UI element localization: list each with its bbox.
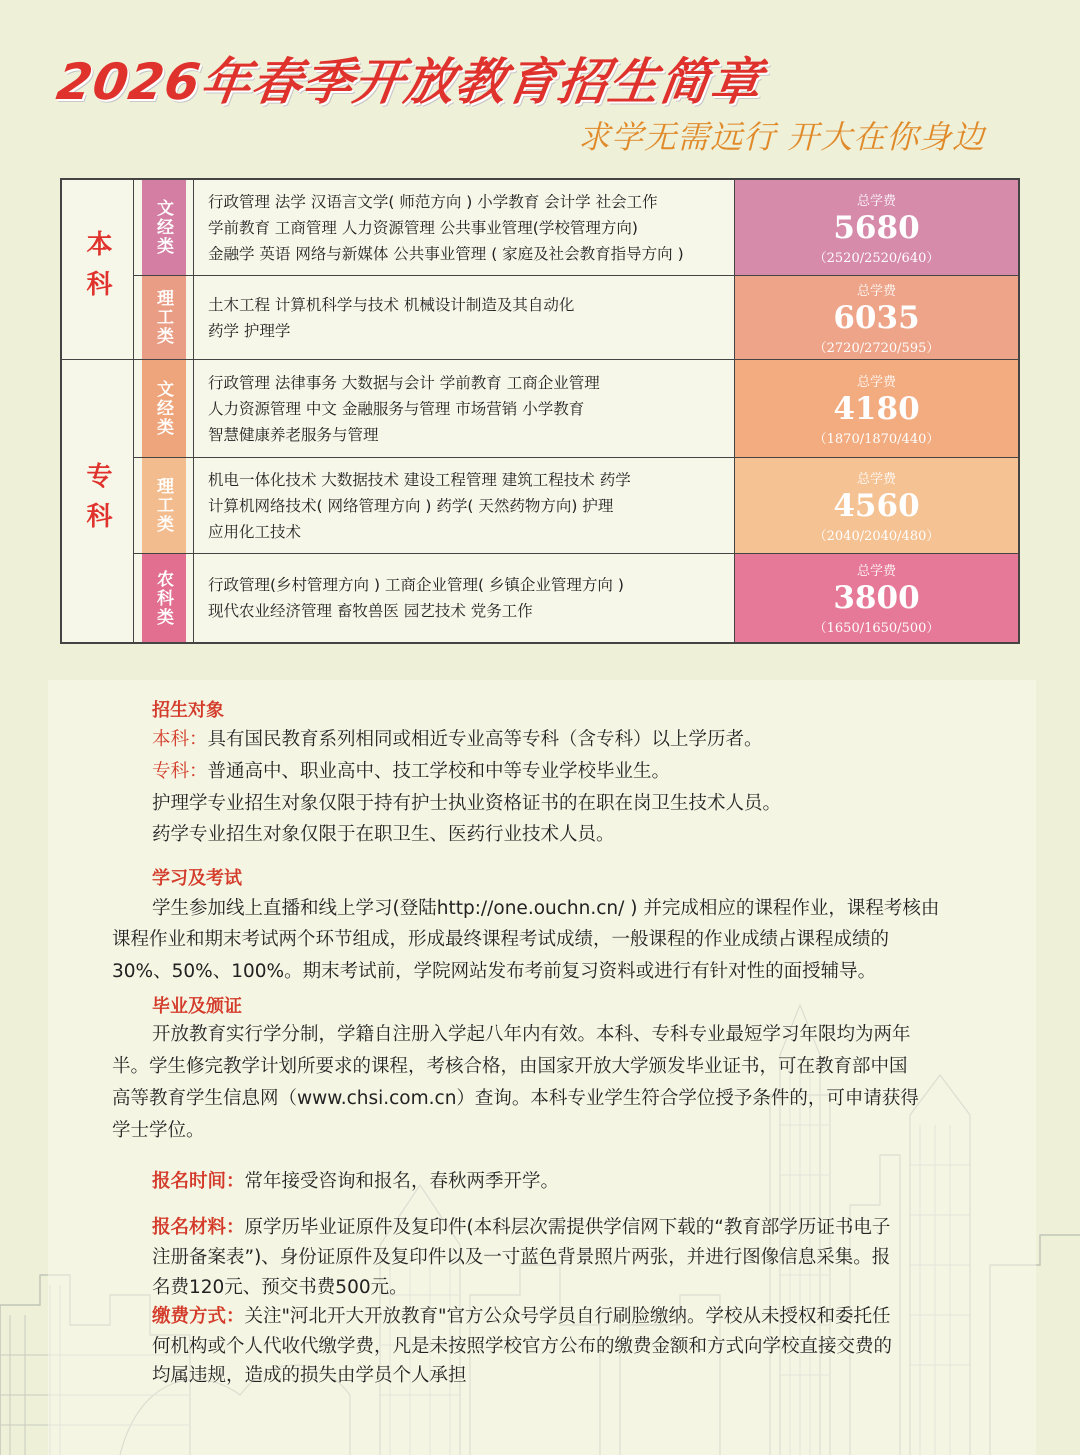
- page-title: 2026年春季开放教育招生简章: [53, 53, 766, 111]
- payment-line: 缴费方式：关注"河北开大开放教育"官方公众号学员自行刷脸缴纳。学校从未授权和委托任: [152, 1306, 891, 1327]
- majors-line: 行政管理(乡村管理方向 ) 工商企业管理( 乡镇企业管理方向 ): [208, 576, 624, 594]
- fee-amount: 4180: [833, 390, 920, 427]
- fee-label: 总学费: [856, 374, 896, 390]
- majors-line: 应用化工技术: [208, 522, 302, 541]
- level-label: 专科: [82, 462, 112, 542]
- majors-line: 人力资源管理 中文 金融服务与管理 市场营销 小学教育: [208, 399, 585, 418]
- table-row: [134, 554, 1018, 642]
- majors-line: 现代农业经济管理 畜牧兽医 园艺技术 党务工作: [208, 602, 533, 620]
- target-note-nursing: 护理学专业招生对象仅限于持有护士执业资格证书的在职在岗卫生技术人员。: [152, 793, 782, 814]
- materials-line: 注册备案表”)、身份证原件及复印件以及一寸蓝色背景照片两张，并进行图像信息采集。报: [152, 1247, 891, 1268]
- fee-breakdown: （2720/2720/595）: [813, 340, 940, 356]
- fee-label: 总学费: [856, 564, 896, 579]
- fee-amount: 3800: [833, 580, 920, 616]
- study-line: 学生参加线上直播和线上学习(登陆http://one.ouchn.cn/ ) 并完成相应的课程作业，课程考核由: [152, 898, 940, 919]
- target-associate: 专科：普通高中、职业高中、技工学校和中等专业学校毕业生。: [152, 761, 671, 782]
- table-row: [134, 360, 1018, 458]
- majors-line: 机电一体化技术 大数据技术 建设工程管理 建筑工程技术 药学: [208, 470, 631, 489]
- majors-cell: [194, 554, 734, 642]
- fee-amount: 5680: [833, 209, 920, 246]
- majors-cell: [194, 180, 734, 275]
- target-note-pharmacy: 药学专业招生对象仅限于在职卫生、医药行业技术人员。: [152, 824, 615, 845]
- table-row: [134, 458, 1018, 554]
- majors-line: 行政管理 法学 汉语言文学( 师范方向 ) 小学教育 会计学 社会工作: [208, 192, 658, 211]
- heading-target: 招生对象: [152, 700, 224, 721]
- category-cell: 文经类: [134, 360, 194, 457]
- level-associate: [62, 360, 134, 644]
- level-undergraduate: [62, 180, 134, 360]
- majors-line: 计算机网络技术( 网络管理方向 ) 药学( 天然药物方向) 护理: [208, 496, 614, 515]
- registration-time: 报名时间：常年接受咨询和报名，春秋两季开学。: [152, 1171, 560, 1192]
- majors-line: 土木工程 计算机科学与技术 机械设计制造及其自动化: [208, 295, 575, 314]
- graduation-line: 高等教育学生信息网（www.chsi.com.cn）查询。本科专业学生符合学位授予条件的，可申请获得: [112, 1088, 919, 1109]
- fee-cell: [734, 276, 1018, 359]
- category-cell: 理工类: [134, 458, 194, 553]
- category-cell: 理工类: [134, 276, 194, 359]
- majors-line: 药学 护理学: [208, 321, 291, 340]
- fee-cell: [734, 554, 1018, 642]
- level-label: 本科: [82, 229, 112, 310]
- fee-cell: [734, 180, 1018, 275]
- majors-cell: [194, 276, 734, 359]
- fee-breakdown: （1870/1870/440）: [813, 431, 940, 447]
- tuition-table: [60, 178, 1020, 644]
- table-row: [134, 180, 1018, 276]
- fee-cell: [734, 458, 1018, 553]
- graduation-line: 半。学生修完教学计划所要求的课程，考核合格，由国家开放大学颁发毕业证书，可在教育部中国: [112, 1056, 908, 1077]
- fee-breakdown: （2040/2040/480）: [813, 528, 940, 544]
- payment-line: 何机构或个人代收代缴学费，凡是未按照学校官方公布的缴费金额和方式向学校直接交费的: [152, 1336, 893, 1357]
- fee-breakdown: （2520/2520/640）: [813, 250, 940, 266]
- heading-study: 学习及考试: [152, 868, 242, 889]
- graduation-line: 开放教育实行学分制，学籍自注册入学起八年内有效。本科、专科专业最短学习年限均为两年: [152, 1024, 911, 1045]
- majors-cell: [194, 360, 734, 457]
- fee-breakdown: （1650/1650/500）: [813, 621, 940, 636]
- heading-graduation: 毕业及颁证: [152, 996, 242, 1017]
- majors-cell: [194, 458, 734, 553]
- majors-line: 智慧健康养老服务与管理: [208, 425, 379, 444]
- majors-line: 金融学 英语 网络与新媒体 公共事业管理 ( 家庭及社会教育指导方向 ): [208, 244, 684, 263]
- slogan: 求学无需远行 开大在你身边: [578, 118, 986, 156]
- payment-line: 均属违规，造成的损失由学员个人承担: [152, 1365, 467, 1386]
- study-line: 课程作业和期末考试两个环节组成，形成最终课程考试成绩，一般课程的作业成绩占课程成绩的: [112, 929, 890, 950]
- fee-label: 总学费: [856, 471, 896, 487]
- table-row: [134, 276, 1018, 360]
- majors-line: 学前教育 工商管理 人力资源管理 公共事业管理(学校管理方向): [208, 218, 638, 237]
- majors-line: 行政管理 法律事务 大数据与会计 学前教育 工商企业管理: [208, 373, 600, 392]
- target-undergrad: 本科：具有国民教育系列相同或相近专业高等专科（含专科）以上学历者。: [152, 729, 763, 750]
- category-cell: 农科类: [134, 554, 194, 642]
- fee-cell: [734, 360, 1018, 457]
- fee-amount: 6035: [833, 299, 920, 336]
- fee-amount: 4560: [833, 487, 920, 524]
- study-line: 30%、50%、100%。期末考试前，学院网站发布考前复习资料或进行有针对性的面授辅导。: [112, 961, 877, 982]
- materials-line: 名费120元、预交书费500元。: [152, 1277, 408, 1298]
- fee-label: 总学费: [856, 193, 896, 209]
- fee-label: 总学费: [856, 283, 896, 299]
- materials-line: 报名材料：原学历毕业证原件及复印件(本科层次需提供学信网下载的“教育部学历证书电子: [152, 1217, 891, 1238]
- graduation-line: 学士学位。: [112, 1120, 205, 1141]
- category-cell: 文经类: [134, 180, 194, 275]
